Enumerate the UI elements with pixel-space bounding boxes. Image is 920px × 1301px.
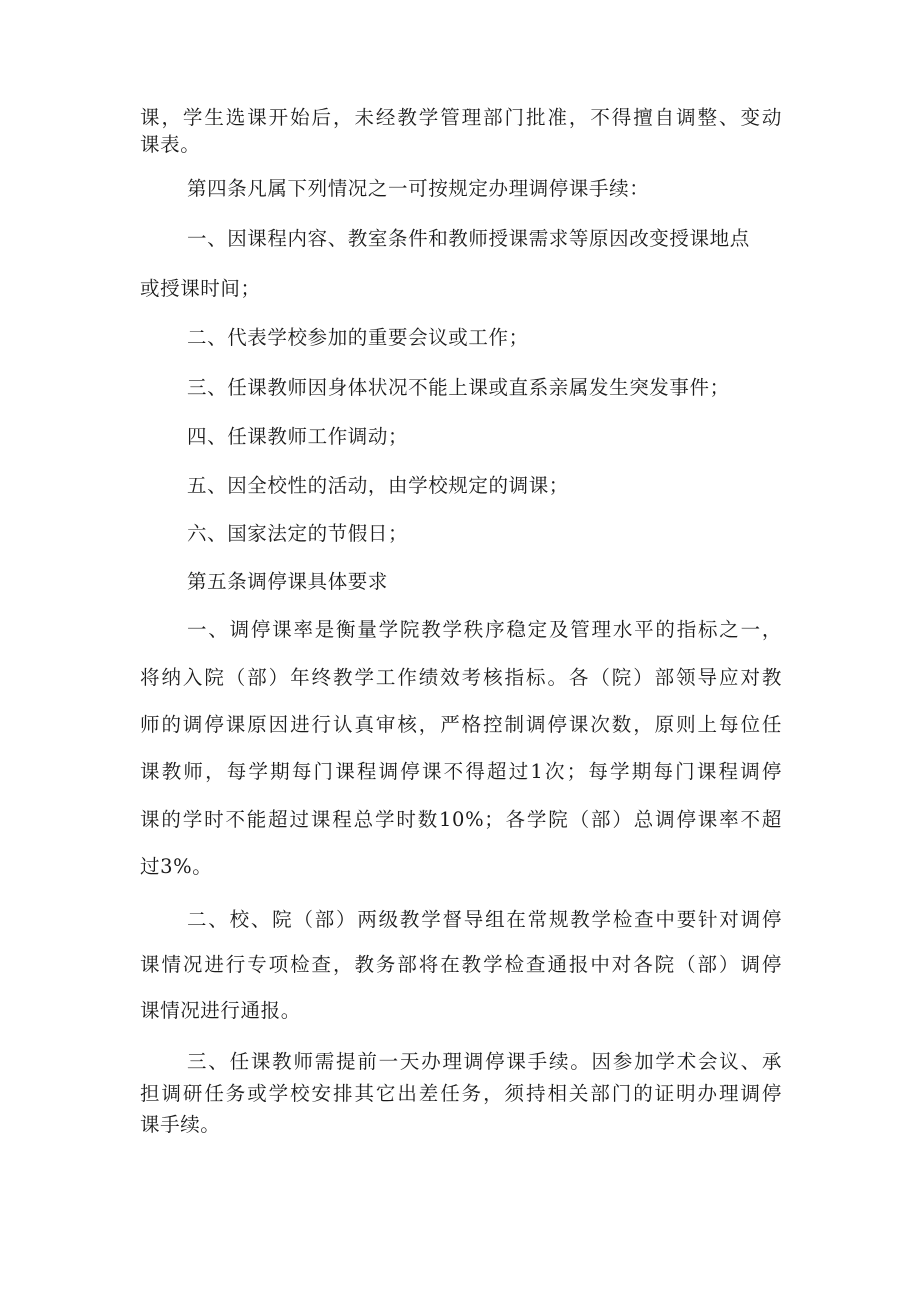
article-5-heading: 第五条调停课具体要求 (187, 570, 389, 593)
article-4-heading: 第四条凡属下列情况之一可按规定办理调停课手续： (187, 177, 650, 200)
text-line-18: 二、校、院（部）两级教学督导组在常规教学检查中要针对调停 (187, 908, 782, 931)
text-line-6: 二、代表学校参加的重要会议或工作； (187, 326, 529, 349)
text-line-12: 一、调停课率是衡量学院教学秩序稳定及管理水平的指标之一， (187, 618, 782, 641)
text-line-9: 五、因全校性的活动，由学校规定的调课； (187, 474, 569, 497)
text-line-10: 六、国家法定的节假日； (187, 522, 409, 545)
text-line-7: 三、任课教师因身体状况不能上课或直系亲属发生突发事件； (187, 376, 730, 399)
text-line-20: 课情况进行通报。 (140, 999, 301, 1022)
text-line-17: 过3%。 (140, 855, 213, 878)
text-line-15: 课教师，每学期每门课程调停课不得超过1次；每学期每门课程调停 (140, 760, 782, 783)
text-line-5: 或授课时间； (140, 277, 261, 300)
text-line-22: 担调研任务或学校安排其它出差任务，须持相关部门的证明办理调停 (140, 1082, 782, 1105)
text-line-13: 将纳入院（部）年终教学工作绩效考核指标。各（院）部领导应对教 (140, 666, 782, 689)
text-line-14: 师的调停课原因进行认真审核，严格控制调停课次数，原则上每位任 (140, 713, 782, 736)
text-line-8: 四、任课教师工作调动； (187, 425, 409, 448)
text-line-16: 课的学时不能超过课程总学时数10%；各学院（部）总调停课率不超 (140, 808, 782, 831)
text-line-2: 课表。 (140, 133, 201, 156)
text-line-21: 三、任课教师需提前一天办理调停课手续。因参加学术会议、承 (187, 1050, 782, 1073)
text-line-1: 课，学生选课开始后，未经教学管理部门批准，不得擅自调整、变动 (140, 106, 782, 129)
text-line-23: 课手续。 (140, 1113, 221, 1136)
text-line-19: 课情况进行专项检查，教务部将在教学检查通报中对各院（部）调停 (140, 953, 782, 976)
text-line-4: 一、因课程内容、教室条件和教师授课需求等原因改变授课地点 (187, 227, 750, 250)
